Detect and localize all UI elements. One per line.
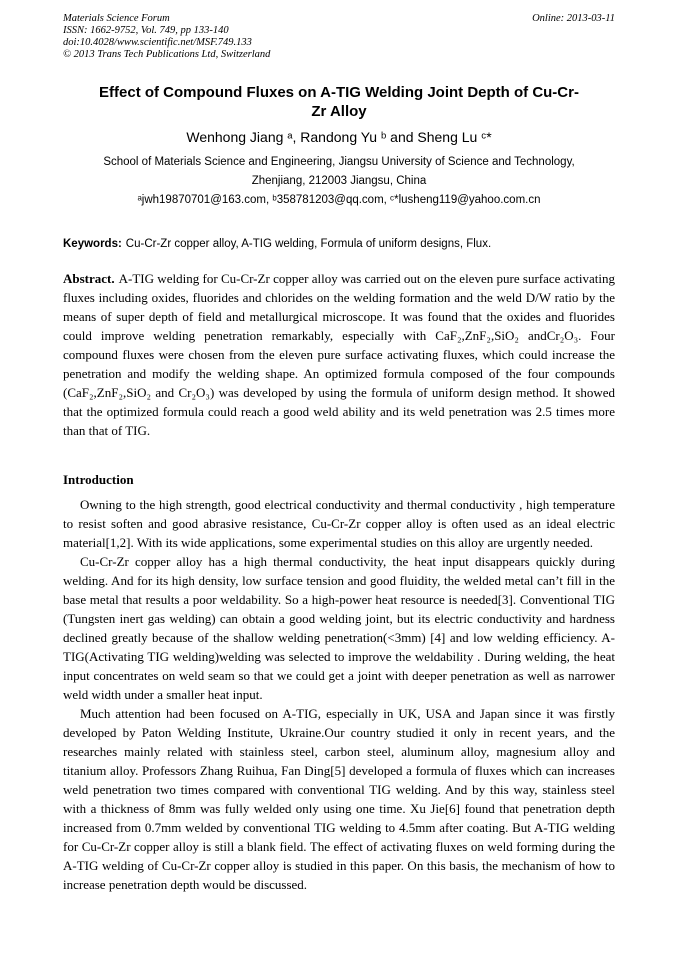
abstract-text: A-TIG welding for Cu-Cr-Zr copper alloy was carried out on the eleven pure surface activating fluxes including oxides, fluorides and chlorides on the welding formation and the weld D/W ratio by the means of super depth of field and metallurgical microscope. It was found that the oxides and fluorides could improve welding penetration remarkably, especially with CaF₂,ZnF₂,SiO₂ andCr₂O₃. Four compound fluxes were chosen from the eleven pure surface activating fluxes, which could increase the penetration and modify the welding shape. An optimized formula composed of the four compounds (CaF₂,ZnF₂,SiO₂ and Cr₂O₃) was developed by using the formula of uniform design method. It showed that the optimized formula could reach a good weld ability and its weld penetration was 2.5 times more than that of TIG. bbox=[63, 271, 615, 438]
author-emails: ᵃjwh19870701@163.com, ᵇ358781203@qq.com, ᶜ*lusheng119@yahoo.com.cn bbox=[137, 194, 541, 206]
affiliation-line-2: Zhenjiang, 212003 Jiangsu, China bbox=[251, 175, 427, 187]
journal-header bbox=[63, 13, 615, 61]
paper-title: Effect of Compound Fluxes on A-TIG Welding Joint Depth of Cu-Cr-Zr Alloy bbox=[99, 84, 579, 120]
journal-name: Materials Science Forum bbox=[63, 13, 170, 24]
section-heading-introduction: Introduction bbox=[63, 472, 134, 487]
abstract-label: Abstract. bbox=[63, 271, 115, 286]
issn-volume-line: ISSN: 1662-9752, Vol. 749, pp 133-140 bbox=[63, 25, 229, 36]
introduction-paragraph-3: Much attention had been focused on A-TIG, especially in UK, USA and Japan since it was firstly developed by Paton Welding Institute, Ukraine.Our country studied it only in recent years, and the researches mainly related with stainless steel, carbon steel, aluminum alloy, magnesium alloy and titanium alloy. Professors Zhang Ruihua, Fan Ding[5] developed a formula of fluxes which can increases weld penetration two times compared with conventional TIG welding. And by this way, stainless steel with a thickness of 8mm was fully welded only using one time. Xu Jie[6] found that penetration depth increased from 0.7mm welded by conventional TIG welding to 4.5mm after coating. But A-TIG welding for Cu-Cr-Zr copper alloy is still a blank field. The effect of activating fluxes on weld forming during the A-TIG welding of Cu-Cr-Zr copper alloy is studied in this paper. On this basis, the mechanism of how to increase penetration depth would be discussed. bbox=[63, 706, 615, 892]
online-date: Online: 2013-03-11 bbox=[532, 13, 615, 24]
keywords-block bbox=[63, 237, 615, 252]
authors-line: Wenhong Jiang ᵃ, Randong Yu ᵇ and Sheng Lu ᶜ* bbox=[186, 129, 492, 145]
abstract-block bbox=[63, 269, 615, 440]
affiliation bbox=[63, 153, 615, 191]
keywords-label: Keywords: bbox=[63, 238, 122, 250]
affiliation-line-1: School of Materials Science and Engineering, Jiangsu University of Science and Technology, bbox=[103, 156, 575, 168]
introduction-paragraph-1: Owning to the high strength, good electrical conductivity and thermal conductivity , high temperature to resist soften and good abrasive resistance, Cu-Cr-Zr copper alloy is often used as an ideal electric material[1,2]. With its wide applications, some experimental studies on this alloy are urgently needed. bbox=[63, 497, 615, 550]
doi-line: doi:10.4028/www.scientific.net/MSF.749.133 bbox=[63, 37, 252, 48]
journal-header-left bbox=[63, 13, 270, 61]
introduction-paragraph-2: Cu-Cr-Zr copper alloy has a high thermal conductivity, the heat input disappears quickly during welding. And for its high density, low surface tension and good fluidity, the welded metal can’t fill in the base metal that results a poor weldability. So a high-power heat resource is needed[3]. Conventional TIG (Tungsten inert gas welding) can obtain a good welding joint, but its electric conductivity and hardness declined greatly because of the shallow welding penetration(<3mm) [4] and low welding efficiency. A-TIG(Activating TIG welding)welding was selected to improve the weldability . During welding, the heat input concentrates on weld seam so that we could get a joint with deeper penetration as well as narrower weld width under a smaller heat input. bbox=[63, 554, 615, 702]
copyright-line: © 2013 Trans Tech Publications Ltd, Switzerland bbox=[63, 49, 271, 60]
keywords-text: Cu-Cr-Zr copper alloy, A-TIG welding, Formula of uniform designs, Flux. bbox=[125, 238, 492, 250]
